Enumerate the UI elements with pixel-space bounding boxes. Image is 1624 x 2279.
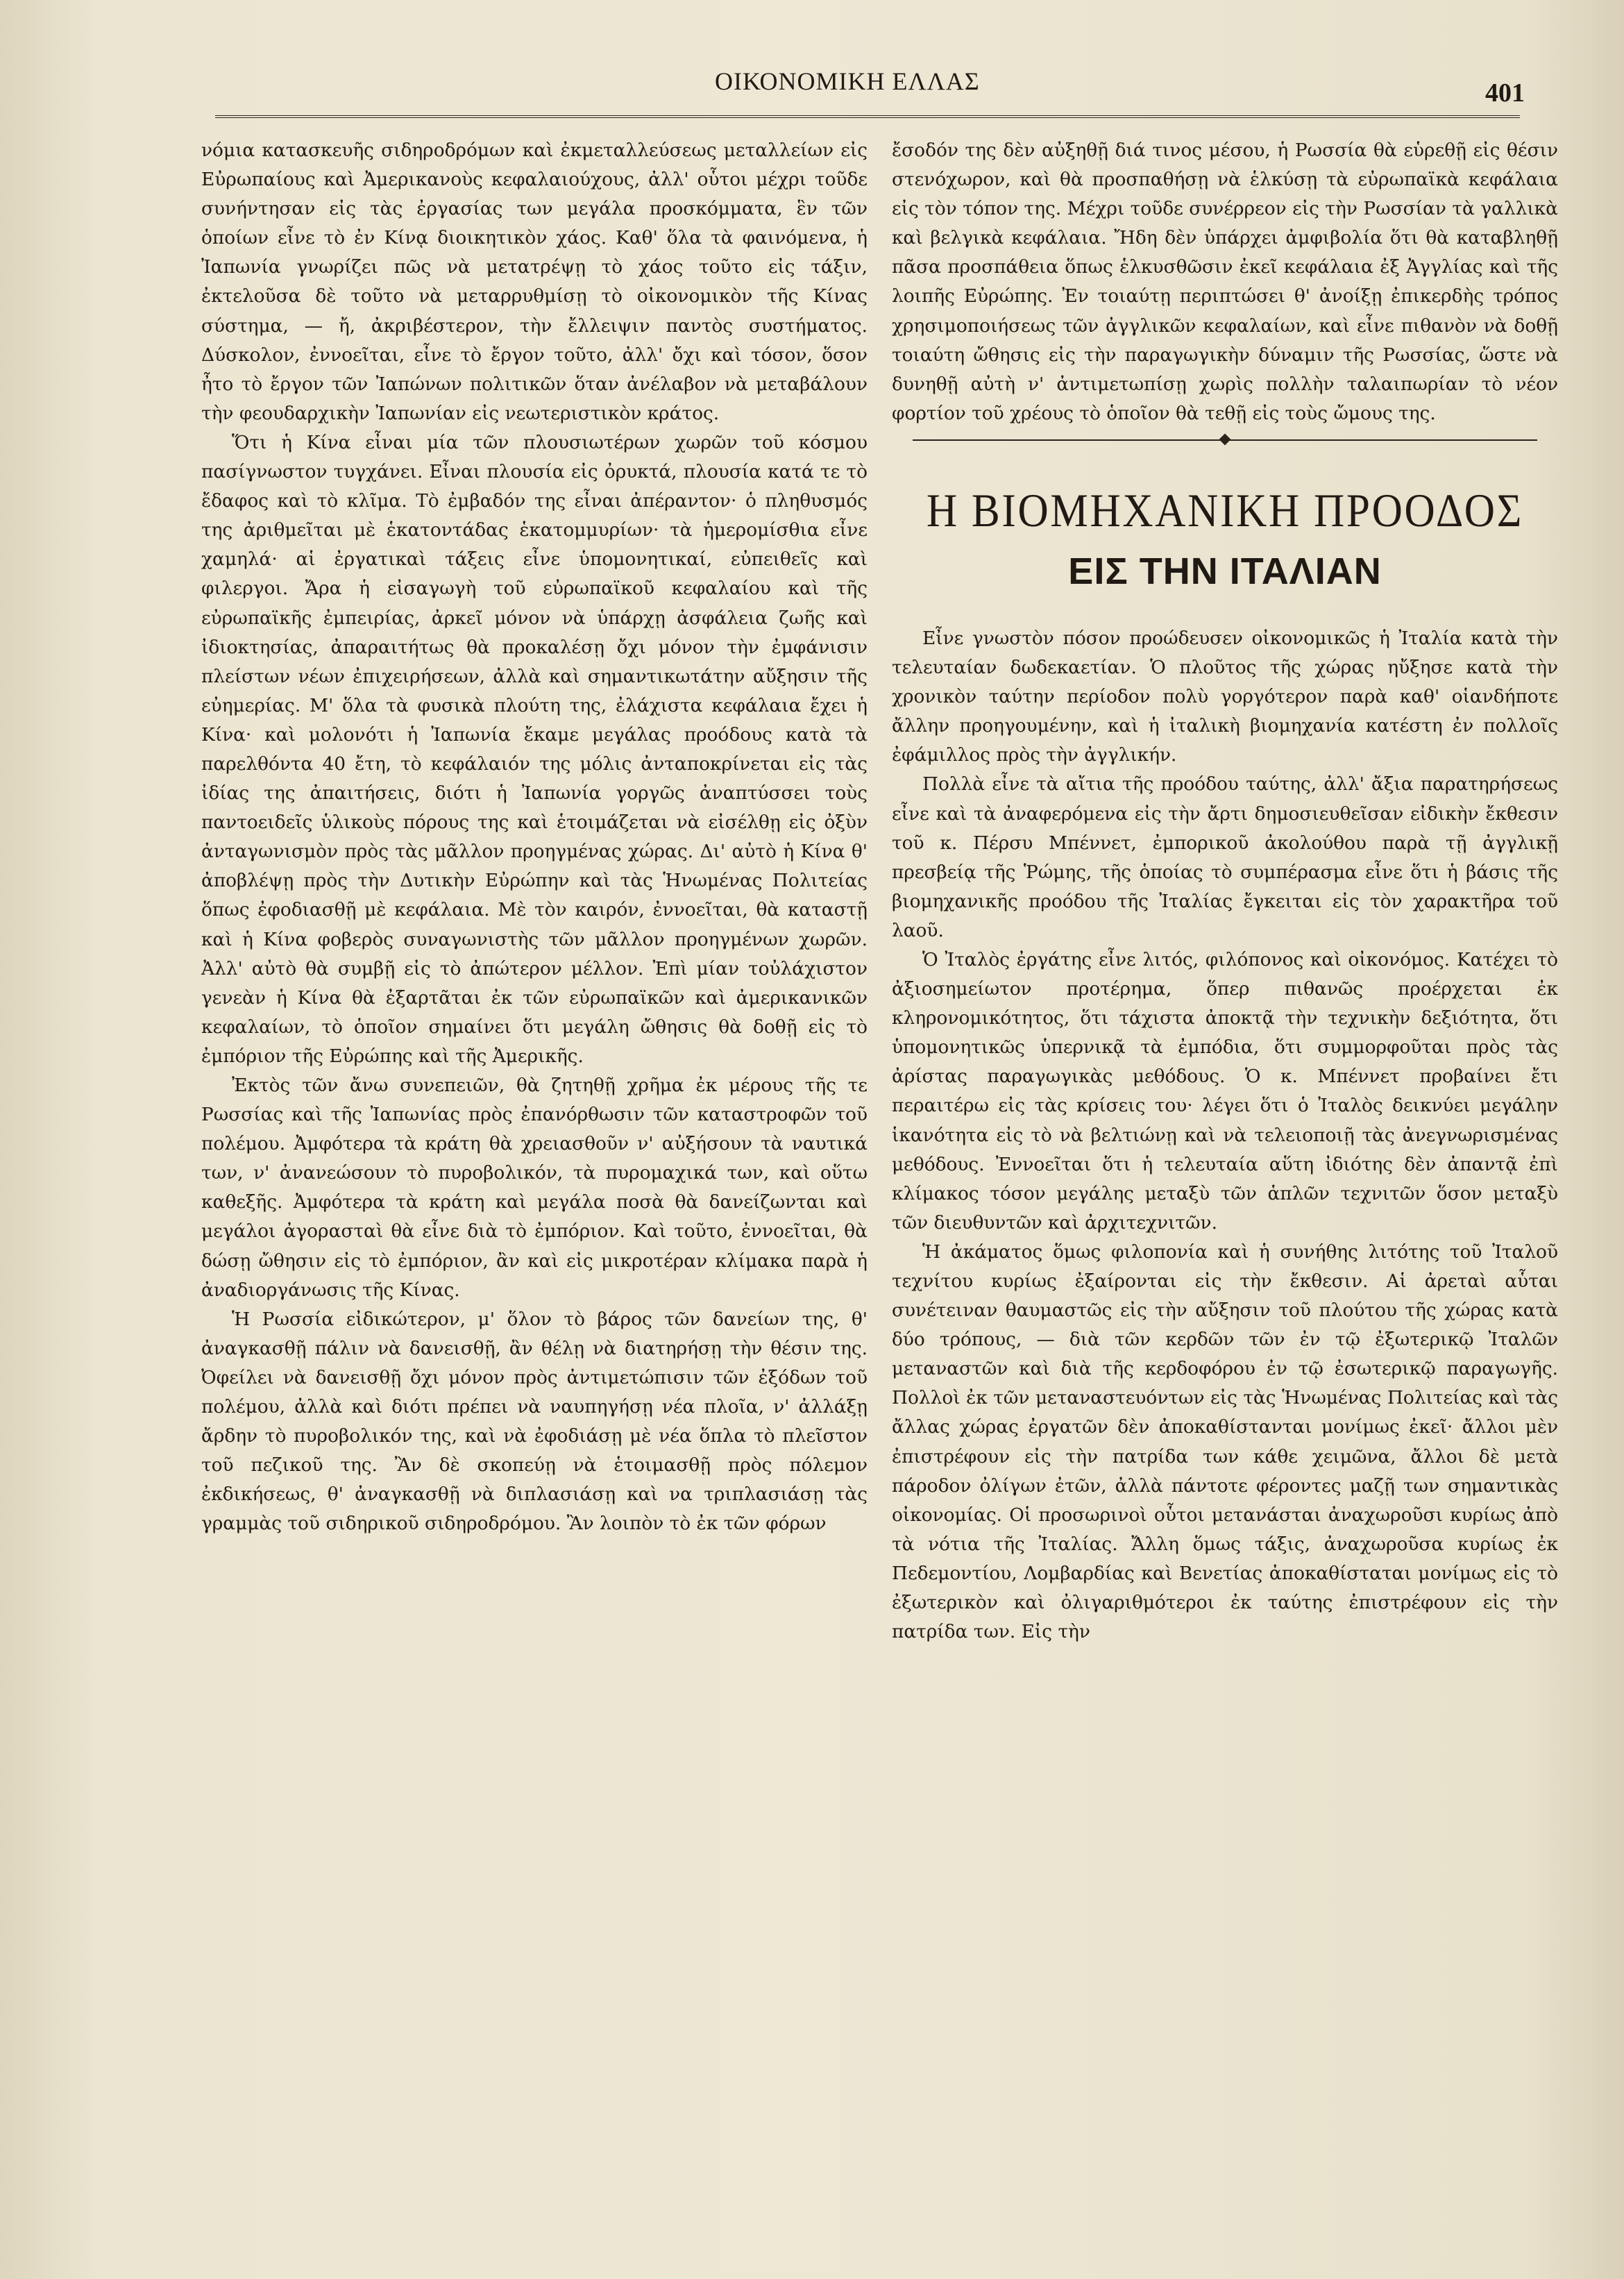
article-paragraph: Πολλὰ εἶνε τὰ αἴτια τῆς προόδου ταύτης, ἀλλ' ἄξια παρατηρήσεως εἶνε καὶ τὰ ἀναφερόμενα εἰς τὴν ἄρτι δημοσιευθεῖσαν εἰδικὴν ἔκθεσιν τοῦ κ. Πέρσυ Μπέννετ, ἐμπορικοῦ ἀκολούθου παρὰ τῇ ἀγγλικῇ πρεσβείᾳ τῆς Ῥώμης, τῆς ὁποίας τὸ συμπέρασμα εἶνε ὅτι ἡ βάσις τῆς βιομηχανικῆς προόδου τῆς Ἰταλίας ἔγκειται εἰς τὸν χαρακτῆρα τοῦ λαοῦ.	[892, 773, 1558, 941]
paragraph: Ἐκτὸς τῶν ἄνω συνεπειῶν, θὰ ζητηθῇ χρῆμα ἐκ μέρους τῆς τε Ρωσσίας καὶ τῆς Ἰαπωνίας πρὸς ἐπανόρθωσιν τῶν καταστροφῶν τοῦ πολέμου. Ἀμφότερα τὰ κράτη θὰ χρειασθοῦν ν' αὐξήσουν τὰ ναυτικά των, ν' ἀνανεώσουν τὸ πυροβολικόν, τὰ πυρομαχικά των, καὶ οὕτω καθεξῆς. Ἀμφότερα τὰ κράτη καὶ μεγάλα ποσὰ θὰ δανείζωνται καὶ μεγάλοι ἀγορασταὶ θὰ εἶνε διὰ τὸ ἐμπόριον. Καὶ τοῦτο, ἐννοεῖται, θὰ δώσῃ ὤθησιν εἰς τὸ ἐμπόριον, ἂν καὶ εἰς μικροτέραν κλίμακα παρὰ ἡ ἀναδιοργάνωσις τῆς Κίνας.	[201, 1075, 868, 1301]
paragraph: Ἡ Ρωσσία εἰδικώτερον, μ' ὅλον τὸ βάρος τῶν δανείων της, θ' ἀναγκασθῇ πάλιν νὰ δανεισθῇ, ἂν θέλῃ νὰ διατηρήσῃ τὴν θέσιν της. Ὀφείλει νὰ δανεισθῇ ὄχι μόνον πρὸς ἀντιμετώπισιν τῶν ἐξόδων τοῦ πολέμου, ἀλλὰ καὶ διότι πρέπει νὰ ναυπηγήσῃ νέα πλοῖα, ν' ἀλλάξῃ ἄρδην τὸ πυροβολικόν της, καὶ νὰ ἐφοδιάσῃ μὲ νέα ὅπλα τὸ πλεῖστον τοῦ πεζικοῦ της. Ἂν δὲ σκοπεύῃ νὰ ἑτοιμασθῇ πρὸς πόλεμον ἐκδικήσεως, θ' ἀναγκασθῇ νὰ διπλασιάσῃ καὶ να τριπλασιάσῃ τὰς γραμμὰς τοῦ σιδηρικοῦ σιδηροδρόμου. Ἂν λοιπὸν τὸ ἐκ τῶν φόρων	[201, 1308, 868, 1535]
article-subtitle: ΕΙΣ ΤΗΝ ΙΤΑΛΙΑΝ	[1068, 550, 1382, 592]
diamond-ornament-icon	[1219, 433, 1231, 445]
page-number: 401	[1485, 78, 1525, 108]
running-title: ΟΙΚΟΝΟΜΙΚΗ ΕΛΛΑΣ	[715, 67, 980, 95]
paragraph-continued: ἔσοδόν της δὲν αὐξηθῇ διά τινος μέσου, ἡ Ρωσσία θὰ εὑρεθῇ εἰς θέσιν στενόχωρον, καὶ θὰ προσπαθήσῃ νὰ ἑλκύσῃ τὰ εὐρωπαϊκὰ κεφάλαια εἰς τὸν τόπον της. Μέχρι τοῦδε συνέρρεον εἰς τὴν Ρωσσίαν τὰ γαλλικὰ καὶ βελγικὰ κεφάλαια. Ἤδη δὲν ὑπάρχει ἀμφιβολία ὅτι θὰ καταβληθῇ πᾶσα προσπάθεια ὅπως ἑλκυσθῶσιν ἐκεῖ κεφάλαια ἐξ Ἀγγλίας καὶ τῆς λοιπῆς Εὐρώπης. Ἐν τοιαύτῃ περιπτώσει θ' ἀνοίξῃ ἐπικερδὴς τρόπος χρησιμοποιήσεως τῶν ἀγγλικῶν κεφαλαίων, καὶ εἶνε πιθανὸν νὰ δοθῇ τοιαύτη ὤθησις εἰς τὴν παραγωγικὴν δύναμιν τῆς Ρωσσίας, ὥστε νὰ δυνηθῇ αὐτὴ ν' ἀντιμετωπίσῃ χωρὶς πολλὴν ταλαιπωρίαν τὸ νέον φορτίον τοῦ χρέους τὸ ὁποῖον θὰ τεθῇ εἰς τοὺς ὤμους της.	[892, 140, 1558, 424]
header-rule	[215, 115, 1520, 118]
article-paragraph: Εἶνε γνωστὸν πόσον προώδευσεν οἰκονομικῶς ἡ Ἰταλία κατὰ τὴν τελευταίαν δωδεκαετίαν. Ὁ πλοῦτος τῆς χώρας ηὔξησε κατὰ τὴν χρονικὸν ταύτην περίοδον πολὺ γοργότερον παρὰ καθ' οἱανδήποτε ἄλλην προηγουμένην, καὶ ἡ ἰταλικὴ βιομηχανία κατέστη ἐν πολλοῖς ἐφάμιλλος πρὸς τὴν ἀγγλικήν.	[892, 627, 1558, 766]
paragraph-continued: νόμια κατασκευῆς σιδηροδρόμων καὶ ἐκμεταλλεύσεως μεταλλείων εἰς Εὐρωπαίους καὶ Ἀμερικανοὺς κεφαλαιούχους, ἀλλ' οὗτοι μέχρι τοῦδε συνήντησαν εἰς τὰς ἐργασίας των μεγάλα προσκόμματα, ἓν τῶν ὁποίων εἶνε τὸ ἐν Κίνᾳ διοικητικὸν χάος. Καθ' ὅλα τὰ φαινόμενα, ἡ Ἰαπωνία γνωρίζει πῶς νὰ μετατρέψῃ τὸ χάος τοῦτο εἰς τάξιν, ἐκτελοῦσα δὲ τοῦτο νὰ μεταρρυθμίσῃ τὸ οἰκονομικὸν τῆς Κίνας σύστημα, — ἤ, ἀκριβέστερον, τὴν ἔλλειψιν παντὸς συστήματος. Δύσκολον, ἐννοεῖται, εἶνε τὸ ἔργον τοῦτο, ἀλλ' ὄχι καὶ τόσον, ὅσον ἦτο τὸ ἔργον τῶν Ἰαπώνων πολιτικῶν ὅταν ἀνέλαβον νὰ μεταβάλουν τὴν φεουδαρχικὴν Ἰαπωνίαν εἰς νεωτεριστικὸν κράτος.	[201, 140, 868, 424]
article-paragraph: Ἡ ἀκάματος ὅμως φιλοπονία καὶ ἡ συνήθης λιτότης τοῦ Ἰταλοῦ τεχνίτου κυρίως ἐξαίρονται εἰς τὴν ἔκθεσιν. Αἱ ἀρεταὶ αὗται συνέτειναν θαυμαστῶς εἰς τὴν αὔξησιν τοῦ πλούτου τῆς χώρας κατὰ δύο τρόπους, — διὰ τῶν κερδῶν τῶν ἐν τῷ ἐξωτερικῷ Ἰταλῶν μεταναστῶν καὶ διὰ τῆς κερδοφόρου ἐν τῷ ἐσωτερικῷ παραγωγῆς. Πολλοὶ ἐκ τῶν μεταναστευόντων εἰς τὰς Ἡνωμένας Πολιτείας καὶ τὰς ἄλλας χώρας ἐργατῶν δὲν ἀποκαθίστανται μονίμως ἐκεῖ· ἄλλοι μὲν ἐπιστρέφουν εἰς τὴν πατρίδα των κάθε χειμῶνα, ἄλλοι δὲ μετὰ πάροδον ὀλίγων ἐτῶν, ἀλλὰ πάντοτε φέροντες μαζῇ των σημαντικὰς οἰκονομίας. Οἱ προσωρινοὶ οὗτοι μετανάσται ἀναχωροῦσι κυρίως ἀπὸ τὰ νότια τῆς Ἰταλίας. Ἄλλη ὅμως τάξις, ἀναχωροῦσα κυρίως ἐκ Πεδεμοντίου, Λομβαρδίας καὶ Βενετίας ἀποκαθίσταται μονίμως εἰς τὸ ἐξωτερικὸν καὶ ὀλιγαριθμότεροι ἐκ ταύτης ἐπιστρέφουν εἰς τὴν πατρίδα των. Εἰς τὴν	[892, 1241, 1558, 1643]
article-paragraph: Ὁ Ἰταλὸς ἐργάτης εἶνε λιτός, φιλόπονος καὶ οἰκονόμος. Κατέχει τὸ ἀξιοσημείωτον προτέρημα, ὅπερ πιθανῶς προέρχεται ἐκ κληρονομικότητος, ὅτι τάχιστα ἀποκτᾷ τὴν τεχνικὴν δεξιότητα, ὅτι ὑπομονητικῶς ὑπερνικᾷ τὰ ἐμπόδια, ὅτι συμμορφοῦται πρὸς τὰς ἀρίστας παραγωγικὰς μεθόδους. Ὁ κ. Μπέννετ προβαίνει ἔτι περαιτέρω εἰς τὰς κρίσεις του· λέγει ὅτι ὁ Ἰταλὸς δεικνύει μεγάλην ἱκανότητα εἰς τὸ νὰ βελτιώνῃ καὶ νὰ τελειοποιῇ τὰς ἀνεγνωρισμένας μεθόδους. Ἐννοεῖται ὅτι ἡ τελευταία αὕτη ἰδιότης δὲν ἀπαντᾷ ἐπὶ κλίμακος τόσον μεγάλης μεταξὺ τῶν ἁπλῶν τεχνιτῶν ὅσον μεταξὺ τῶν διευθυντῶν καὶ ἀρχιτεχνιτῶν.	[892, 948, 1558, 1234]
section-divider	[913, 430, 1537, 451]
left-column	[201, 136, 868, 1539]
paragraph: Ὅτι ἡ Κίνα εἶναι μία τῶν πλουσιωτέρων χωρῶν τοῦ κόσμου πασίγνωστον τυγχάνει. Εἶναι πλουσία εἰς ὀρυκτά, πλουσία κατά τε τὸ ἔδαφος καὶ τὸ κλῖμα. Τὸ ἐμβαδόν της εἶναι ἀπέραντον· ὁ πληθυσμός της ἀριθμεῖται μὲ ἑκατοντάδας ἑκατομμυρίων· τὰ ἡμερομίσθια εἶνε χαμηλά· αἱ ἐργατικαὶ τάξεις εἶνε ὑπομονητικαί, εὐπειθεῖς καὶ φιλεργοι. Ἄρα ἡ εἰσαγωγὴ τοῦ εὐρωπαϊκοῦ κεφαλαίου καὶ τῆς εὐρωπαϊκῆς ἐμπειρίας, ἀρκεῖ μόνον νὰ ὑπάρχῃ ἀσφάλεια ζωῆς καὶ ἰδιοκτησίας, ἀπαραιτήτως θὰ προκαλέσῃ ὄχι μόνον τὴν ἐμφάνισιν πλείστων νέων ἐπιχειρήσεων, ἀλλὰ καὶ σημαντικωτάτην αὔξησιν τῆς εὐημερίας. Μ' ὅλα τὰ φυσικὰ πλούτη της, ἐλάχιστα κεφάλαια ἔχει ἡ Κίνα· καὶ μολονότι ἡ Ἰαπωνία ἔκαμε μεγάλας προόδους κατὰ τὰ παρελθόντα 40 ἔτη, τὸ κεφάλαιόν της μόλις ἀνταποκρίνεται εἰς τὰς ἰδίας της ἀπαιτήσεις, διότι ἡ Ἰαπωνία γοργῶς ἀναπτύσσει τοὺς παντοειδεῖς ὑλικοὺς πόρους της καὶ ἑτοιμάζεται νὰ εἰσέλθῃ εἰς ὀξὺν ἀνταγωνισμὸν πρὸς τὰς μᾶλλον προηγμένας χώρας. Δι' αὐτὸ ἡ Κίνα θ' ἀποβλέψῃ πρὸς τὴν Δυτικὴν Εὐρώπην καὶ τὰς Ἡνωμένας Πολιτείας ὅπως ἐφοδιασθῇ μὲ κεφάλαια. Μὲ τὸν καιρόν, ἐννοεῖται, θὰ καταστῇ καὶ ἡ Κίνα φοβερὸς συναγωνιστὴς τῶν μᾶλλον προηγμένων χωρῶν. Ἀλλ' αὐτὸ θὰ συμβῇ εἰς τὸ ἀπώτερον μέλλον. Ἐπὶ μίαν τοὐλάχιστον γενεὰν ἡ Κίνα θὰ ἐξαρτᾶται ἐκ τῶν εὐρωπαϊκῶν καὶ ἀμερικανικῶν κεφαλαίων, τὸ ὁποῖον σημαίνει ὅτι μεγάλη ὤθησις θὰ δοθῇ εἰς τὸ ἐμπόριον τῆς Εὐρώπης καὶ τῆς Ἀμερικῆς.	[201, 431, 868, 1067]
right-column	[892, 136, 1558, 1647]
article-title: Η ΒΙΟΜΗΧΑΝΙΚΗ ΠΡΟΟΔΟΣ	[926, 483, 1524, 537]
